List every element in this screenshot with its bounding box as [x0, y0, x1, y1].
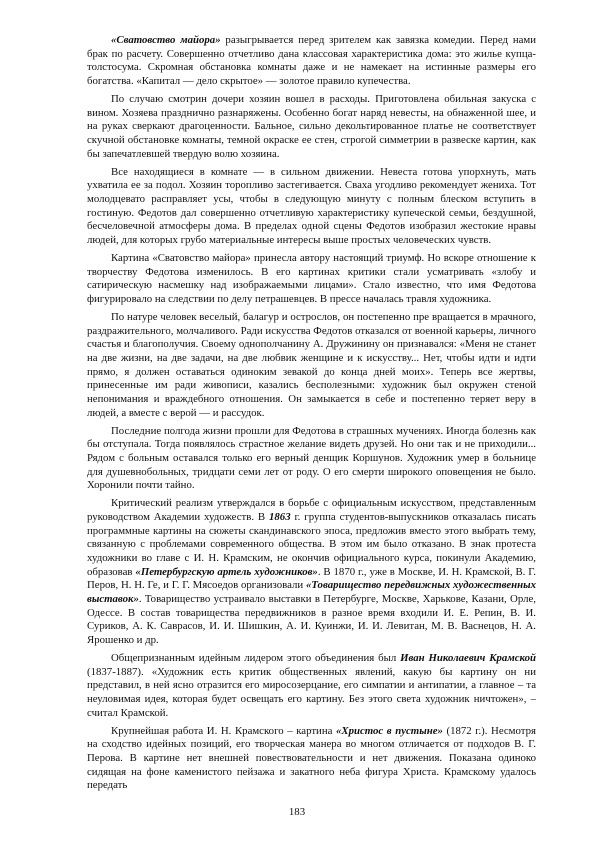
text-run: . Товарищество устраивало выставки в Петербурге, Москве, Харькове, Казани, Орле, Одессе. В состав товарищества передвижников в разное время входили И. Е. Репин, В. И. Суриков, А. К. Саврасов, И. И. Шишкин, А. И. Куинжи, И. И. Левитан, М. В. Васнецов, Н. А. Ярошенко и др. — [87, 592, 536, 646]
text-run: Последние полгода жизни прошли для Федотова в страшных мучениях. Иногда болезнь как бы отступала. Тогда появлялось страстное желание видеть друзей. Но они так и не приходили... Рядом с больным оставался только его верный денщик Коршунов. Художник умер в больнице для душевнобольных, тридцати семи лет от роду. О его смерти широкого оповещения не было. Хоронили почти тайно. — [87, 424, 536, 492]
body-paragraph — [87, 166, 536, 248]
text-run: По случаю смотрин дочери хозяин вошел в расходы. Приготовлена обильная закуска с вином. Хозяева празднично разнаряжены. Особенно богат наряд невесты, на обнаженной шее, и на руках сверкают драгоценности. Бальное, сильно декольтированное платье не соответствует скучной обстановке комнаты, темной окраске ее стен, строгой симметрии в развеске картин, как бы запечатлевшей твердую волю хозяина. — [87, 93, 536, 160]
text-run: По натуре человек веселый, балагур и острослов, он постепенно пре вращается в мрачного, раздражительного, молчаливого. Ради искусства Федотов отказался от военной карьеры, личного счастья и благополучия. Своему однополчанину А. Дружинину он признавался: «Меня не станет на две жизни, на две задачи, на две любвик женщине и к искусству... Нет, чтобы идти и идти прямо, я должен оставаться одиноким зевакой до конца дней моих». Теперь все жертвы, принесенные им ради живописи, казались бесполезными: художник был окружен стеной непонимания и враждебного отношения. Он замыкается в себе и постепенно теряет веру в людей, а вместе с верой — и рассудок. — [87, 311, 536, 419]
text-run: (1872 г.). Несмотря на сходство идейных позиций, его творческая манера во многом отличается от подходов В. Г. Перова. В картине нет внешней повествовательности и нет движения. Показана одиноко сидящая на фоне каменистого пейзажа и закатного неба фигура Христа. Крамскому удалось передать — [87, 724, 536, 792]
body-paragraph — [87, 425, 536, 493]
text-run: Крупнейшая работа И. Н. Крамского – картина — [111, 724, 336, 737]
emphasized-text: Иван Николаевич Крамской — [400, 651, 536, 664]
text-run: Все находящиеся в комнате — в сильном движении. Невеста готова упорхнуть, мать ухватила ее за подол. Хозяин торопливо застегивается. Сваха угодливо рекомендует жениха. Тот молодцевато расправляет усы, чтобы в следующую минуту с полным блеском вступить в гостиную. Федотов дал совершенно отчетливую характеристику купеческой семьи, бездушной, бесчеловечной атмосферы дома. В пределах одной сцены Федотов изобразил жестокие нравы людей, для которых грубо материальные интересы выше простых человеческих чувств. — [87, 165, 536, 246]
text-run: разыгрывается перед зрителем как завязка комедии. Перед нами брак по расчету. Совершенно отчетливо дана классовая характеристика дома: это жилье купца-толстосума. Скромная обстановка комнаты даже и не намекает на истинные размеры его богатства. «Капитал — дело скрытое» — золотое правило купечества. — [87, 34, 536, 87]
body-paragraph — [87, 93, 536, 161]
text-run: г. группа студентов-выпускников отказалась писать программные картины на сюжеты скандинавского эпоса, предложив вместо этого выбрать тему, связанную с проблемами современного общества. В этом им было отказано. В знак протеста художники во главе с И. Н. Крамским, не окончив официального курса, покинули Академию, образовав — [87, 511, 536, 578]
body-paragraph — [87, 311, 536, 420]
body-paragraph — [87, 497, 536, 647]
emphasized-text: 1863 — [269, 511, 291, 523]
body-paragraph — [87, 252, 536, 307]
body-paragraph — [87, 652, 536, 720]
text-run: Критический реализм утверждался в борьбе с официальным искусством, представленным руководством Академии художеств. В — [87, 497, 536, 523]
body-paragraph — [87, 725, 536, 793]
body-paragraph — [87, 34, 536, 89]
emphasized-text: «Петербургскую артель художников» — [135, 565, 318, 578]
emphasized-text: «Христос в пустыне» — [335, 724, 443, 737]
text-run: (1837-1887). «Художник есть критик общественных явлений, какую бы картину он ни представил, в ней ясно отразится его миросозерцание, его симпатии и антипатии, а главное – та неуловимая идея, которая будет освещать его картину. Без этого света художник ничтожен», – считал Крамской. — [87, 665, 536, 719]
text-run: . В 1870 г., уже в Москве, И. Н. Крамской, В. Г. Перов, Н. Н. Ге, и Г. Г. Мясоедов организовали — [87, 565, 536, 592]
emphasized-text: «Сватовство майора» — [111, 34, 221, 46]
text-run: Картина «Сватовство майора» принесла автору настоящий триумф. Но вскоре отношение к творчеству Федотова изменилось. В его картинах критики стали усматривать «злобу и сатирическую насмешку над изображаемыми лицами». Стало известно, что имя Федотова фигурировало на следствии по делу петрашевцев. В прессе началась травля художника. — [87, 252, 536, 305]
text-run: Общепризнанным идейным лидером этого объединения был — [111, 651, 401, 664]
emphasized-text: «Товарищество передвижных художественных выставок» — [87, 579, 536, 605]
page-number: 183 — [288, 806, 306, 818]
text-body — [87, 34, 536, 793]
